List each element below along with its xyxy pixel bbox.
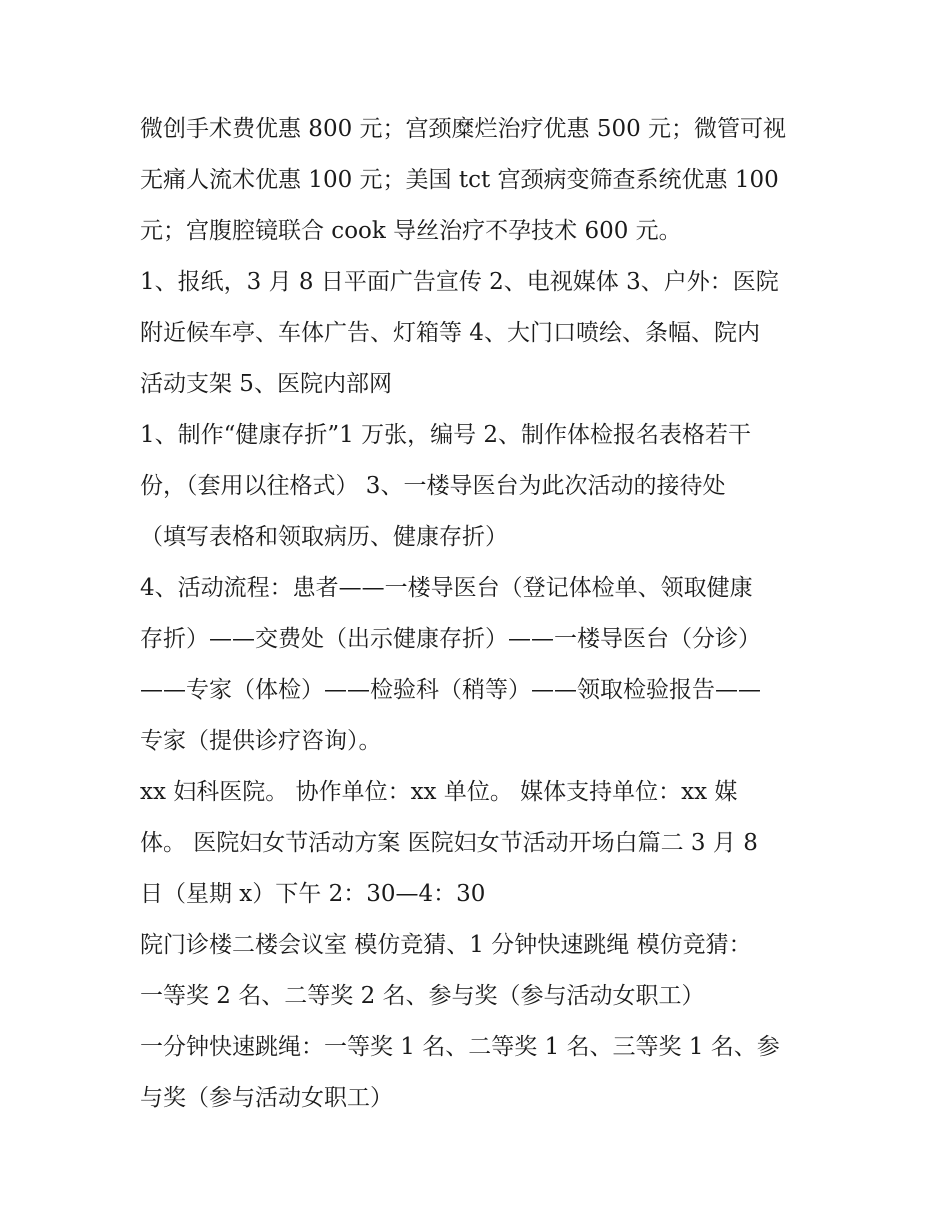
text-line-8: 份，（套用以往格式） 3、一楼导医台为此次活动的接待处 xyxy=(140,473,726,499)
text-line-10: 4、活动流程：患者——一楼导医台（登记体检单、领取健康 xyxy=(140,575,753,601)
text-line-19: 一分钟快速跳绳：一等奖 1 名、二等奖 1 名、三等奖 1 名、参 xyxy=(140,1034,780,1060)
text-line-14: xx 妇科医院。 协作单位：xx 单位。 媒体支持单位：xx 媒 xyxy=(140,779,738,805)
text-line-3: 元；宫腹腔镜联合 cook 导丝治疗不孕技术 600 元。 xyxy=(140,218,682,244)
text-line-5: 附近候车亭、车体广告、灯箱等 4、大门口喷绘、条幅、院内 xyxy=(140,320,760,346)
text-line-17: 院门诊楼二楼会议室 模仿竞猜、1 分钟快速跳绳 模仿竞猜： xyxy=(140,932,752,958)
text-line-2: 无痛人流术优惠 100 元；美国 tct 宫颈病变筛查系统优惠 100 xyxy=(140,167,779,193)
text-line-16: 日（星期 x）下午 2：30—4：30 xyxy=(140,881,486,907)
text-line-4: 1、报纸，3 月 8 日平面广告宣传 2、电视媒体 3、户外：医院 xyxy=(140,269,779,295)
text-line-20: 与奖（参与活动女职工） xyxy=(140,1085,393,1111)
text-line-15: 体。 医院妇女节活动方案 医院妇女节活动开场白篇二 3 月 8 xyxy=(140,830,758,856)
text-line-1: 微创手术费优惠 800 元；宫颈糜烂治疗优惠 500 元；微管可视 xyxy=(140,116,787,142)
text-line-18: 一等奖 2 名、二等奖 2 名、参与奖（参与活动女职工） xyxy=(140,983,705,1009)
text-line-9: （填写表格和领取病历、健康存折） xyxy=(140,524,508,550)
text-line-6: 活动支架 5、医院内部网 xyxy=(140,371,392,397)
text-line-7: 1、制作“健康存折”1 万张，编号 2、制作体检报名表格若干 xyxy=(140,422,752,448)
text-line-11: 存折）——交费处（出示健康存折）——一楼导医台（分诊） xyxy=(140,626,761,652)
document-body xyxy=(140,104,820,1124)
text-line-12: ——专家（体检）——检验科（稍等）——领取检验报告—— xyxy=(140,677,761,703)
text-line-13: 专家（提供诊疗咨询）。 xyxy=(140,728,382,754)
